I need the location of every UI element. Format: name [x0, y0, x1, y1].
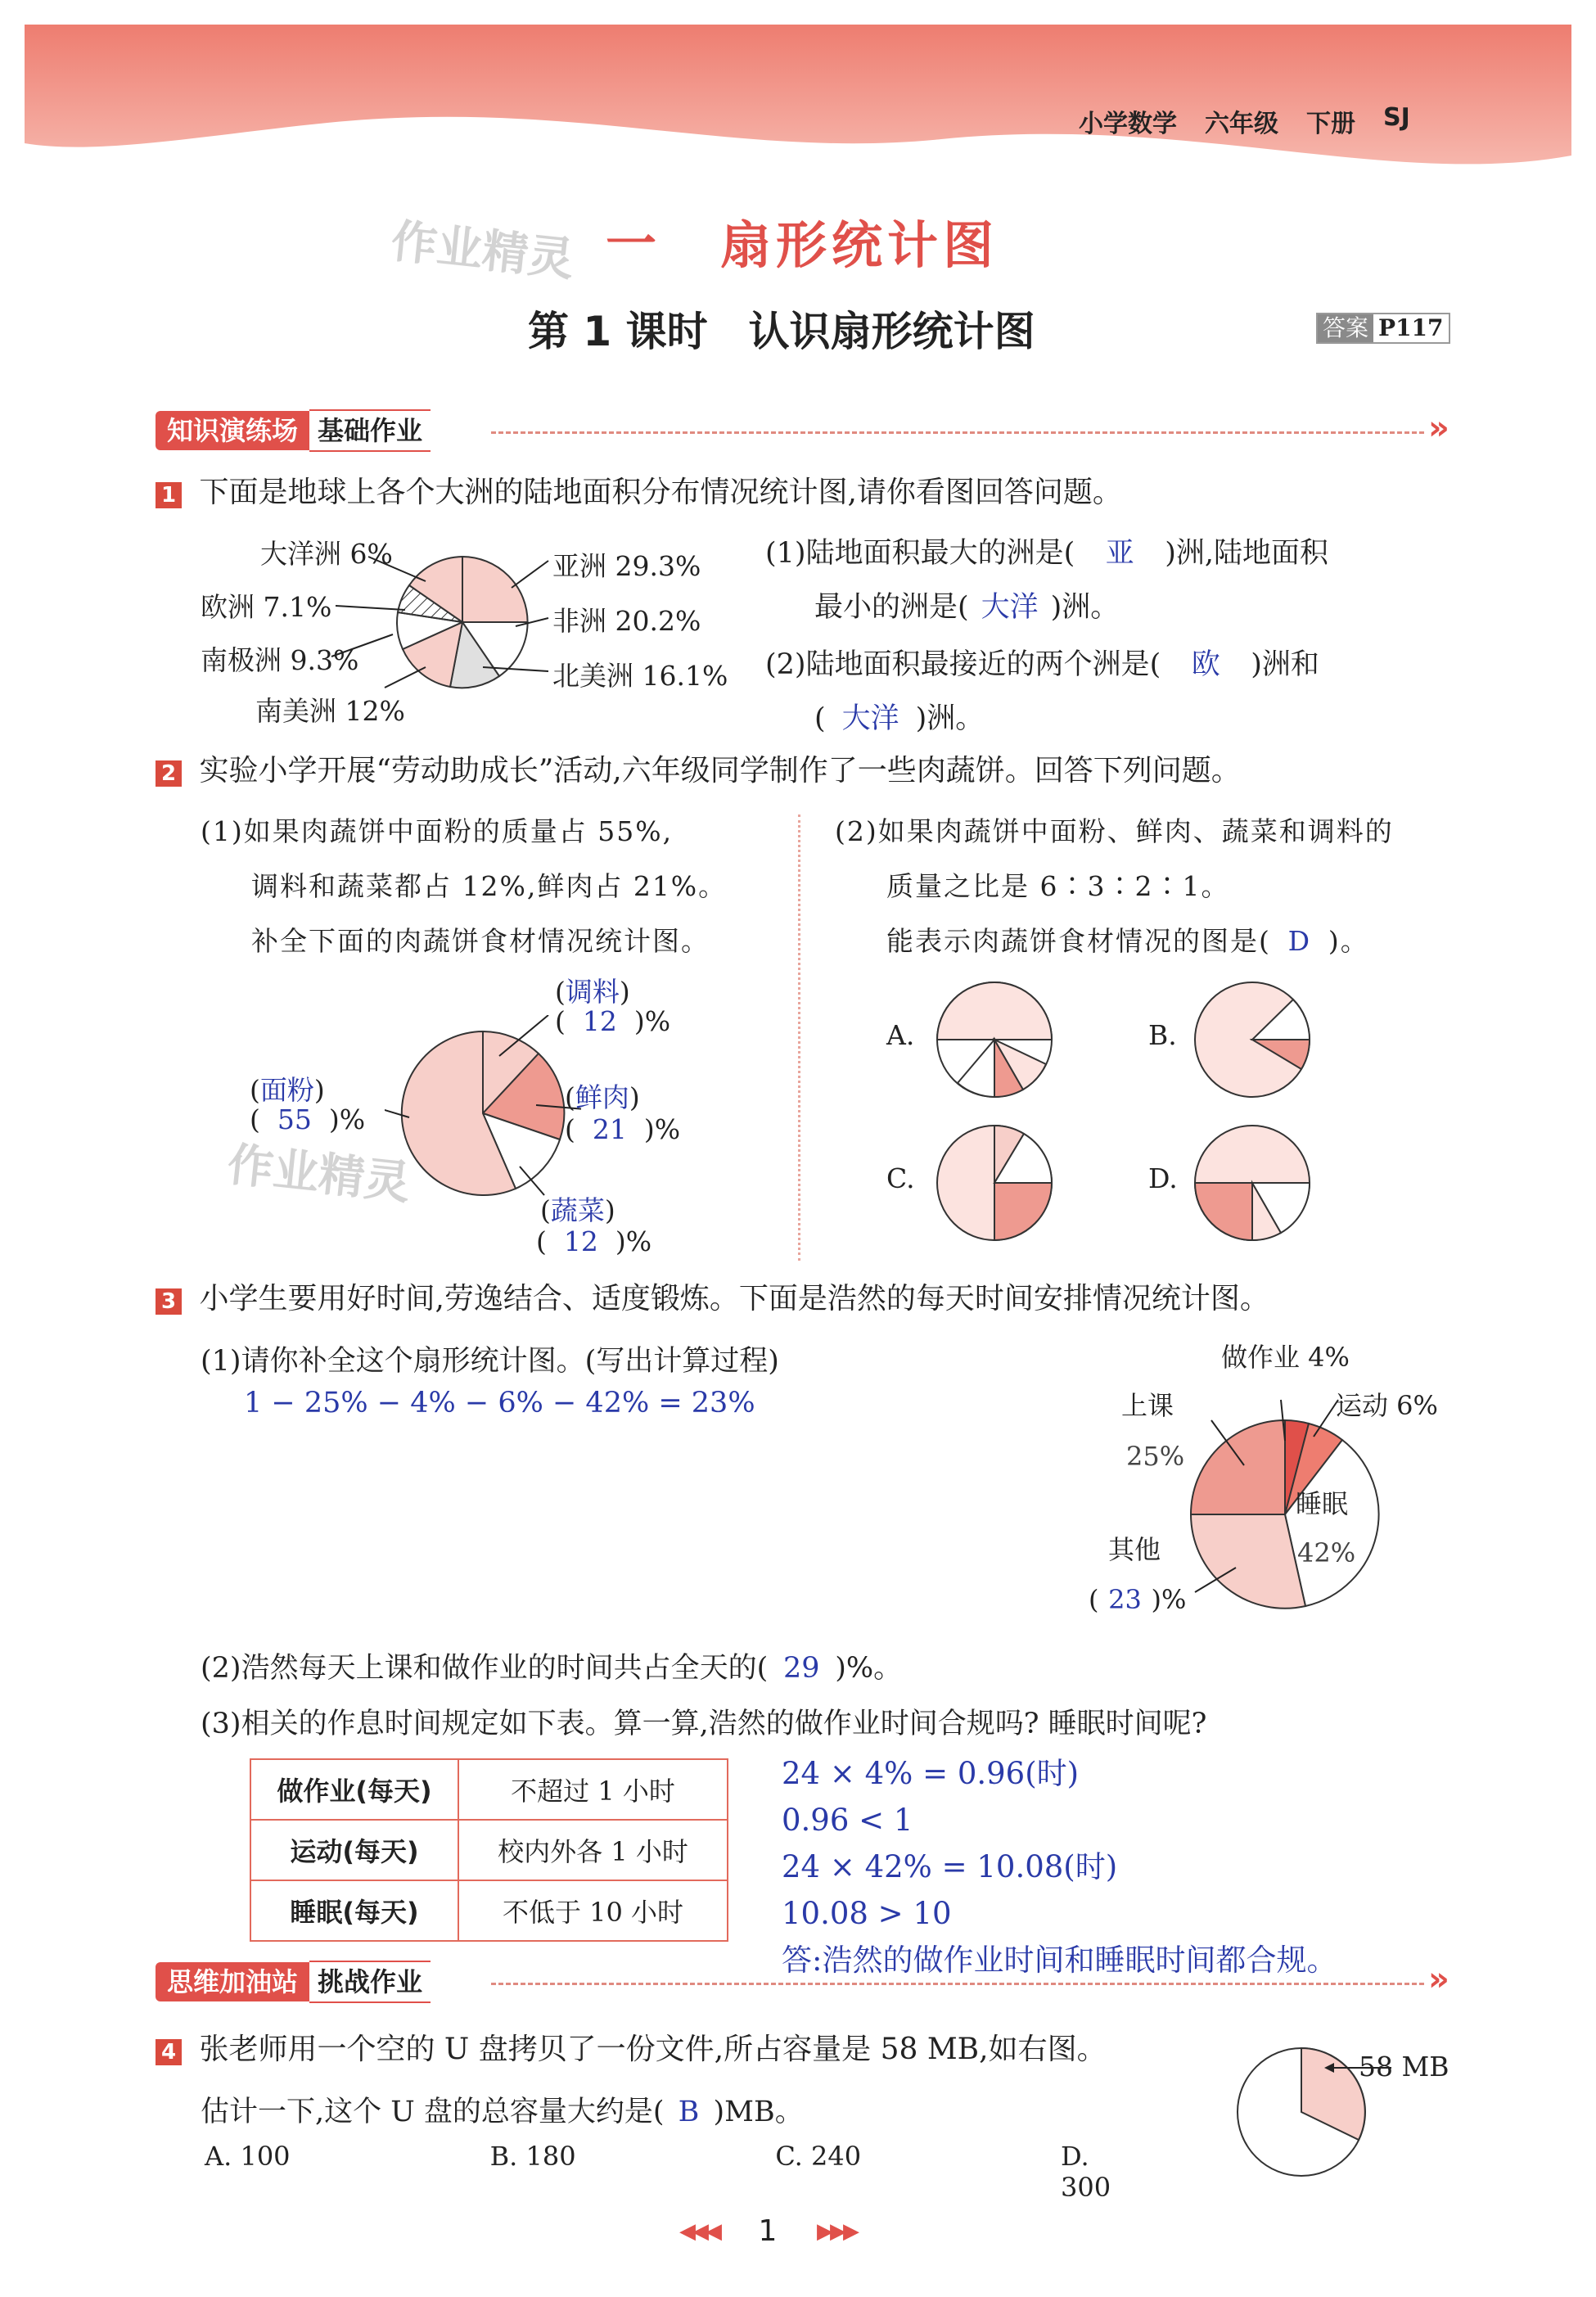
section-challenge [156, 1961, 431, 2003]
q4-answer: B [678, 2096, 700, 2128]
q3-other-pct-answer: 23 [1108, 1584, 1142, 1615]
section-tag: 知识演练场 [156, 411, 309, 450]
q1-part2-line2 [814, 696, 984, 737]
q4-text: 张老师用一个空的 U 盘拷贝了一份文件,所占容量是 58 MB,如右图。 [199, 2033, 1107, 2066]
section-tag: 思维加油站 [156, 1962, 309, 2001]
option-pie-d [1191, 1121, 1314, 1244]
q4-line1 [156, 2032, 1107, 2068]
q1-text: (1)陆地面积最大的洲是( [765, 537, 1075, 570]
header-term: 下册 [1306, 110, 1355, 138]
header-grade: 六年级 [1205, 110, 1278, 138]
q1-stem [156, 475, 1122, 511]
q2-veg-label: (蔬菜) [540, 1194, 615, 1226]
q2-ingredient-pie [385, 1015, 581, 1212]
q2-divider [798, 815, 800, 1261]
q2-text: 实验小学开展“劳动助成长”活动,六年级同学制作了一些肉蔬饼。回答下列问题。 [199, 754, 1241, 787]
section-basic [156, 409, 431, 452]
q1-part1-line2 [814, 584, 1119, 625]
slice-class [1191, 1420, 1285, 1514]
q2-stem [156, 753, 1241, 789]
q2-seasoning-answer: 调料 [565, 976, 620, 1008]
q1-text: )洲。 [915, 702, 985, 735]
label-asia: 亚洲 29.3% [552, 550, 701, 582]
table-cell: 不低于 10 小时 [458, 1880, 728, 1941]
next-arrows-icon: ▶▶▶ [817, 2218, 856, 2244]
paren-close: )% [1151, 1584, 1187, 1615]
label-other: 其他 [1108, 1534, 1161, 1565]
divider [491, 431, 1424, 434]
answer-ref [1316, 313, 1450, 344]
q1-answer-1: 亚 [1105, 537, 1134, 570]
option-label-c: C. [886, 1162, 915, 1194]
q2-veg-answer: 蔬菜 [550, 1194, 605, 1226]
header-subject: 小学数学 [1079, 110, 1177, 138]
paren-open: ( [1089, 1584, 1099, 1615]
q2-meat-label: (鲜肉) [565, 1081, 640, 1113]
q3-number: 3 [156, 1288, 182, 1315]
q2-seasoning-pct: ( 12 )% [555, 1005, 671, 1037]
q1-text: (2)陆地面积最接近的两个洲是( [765, 648, 1161, 681]
q2-number: 2 [156, 760, 182, 787]
q1-text: 下面是地球上各个大洲的陆地面积分布情况统计图,请你看图回答问题。 [199, 476, 1122, 509]
table-cell: 不超过 1 小时 [458, 1759, 728, 1820]
q3-text: (2)浩然每天上课和做作业的时间共占全天的( [201, 1652, 769, 1685]
q3-part1: (1)请你补全这个扇形统计图。(写出计算过程) [201, 1345, 779, 1378]
page-number: 1 [758, 2214, 778, 2248]
option-c: C. 240 [775, 2141, 862, 2172]
divider [491, 1983, 1424, 1985]
table-row [250, 1820, 728, 1880]
work-line: 10.08 > 10 [782, 1896, 952, 1931]
section-sub: 基础作业 [309, 409, 431, 452]
label-class: 上课 [1121, 1390, 1174, 1421]
table-cell: 校内外各 1 小时 [458, 1820, 728, 1880]
work-line: 答:浩然的做作业时间和睡眠时间都合规。 [782, 1943, 1337, 1978]
q2-meat-pct: ( 21 )% [565, 1113, 681, 1145]
table-row [250, 1759, 728, 1820]
q1-answer-4: 大洋 [841, 702, 899, 735]
q2-choice-answer: D [1287, 925, 1312, 957]
q3-calculation: 1 − 25% − 4% − 6% − 42% = 23% [244, 1387, 755, 1419]
q2-flour-answer: 面粉 [259, 1074, 314, 1106]
q2-p1-line3: 补全下面的肉蔬饼食材情况统计图。 [251, 925, 710, 957]
label-europe: 欧洲 7.1% [201, 591, 332, 623]
answer-page: P117 [1378, 314, 1444, 341]
lesson-title: 第 1 课时 认识扇形统计图 [528, 308, 1035, 355]
answer-label: 答案 [1318, 314, 1373, 342]
q2-flour-pct-answer: 55 [277, 1103, 312, 1135]
q2-p1-line2: 调料和蔬菜都占 12%,鲜肉占 21%。 [251, 870, 728, 902]
q1-text: )洲,陆地面积 [1165, 537, 1329, 570]
q3-time-pie [1162, 1392, 1408, 1637]
q3-text: 小学生要用好时间,劳逸结合、适度锻炼。下面是浩然的每天时间安排情况统计图。 [199, 1282, 1269, 1315]
q3-text: )%。 [835, 1652, 903, 1685]
q4-line2 [201, 2089, 804, 2130]
q1-text: )洲。 [1050, 591, 1120, 624]
q3-part3: (3)相关的作息时间规定如下表。算一算,浩然的做作业时间合规吗? 睡眠时间呢? [201, 1708, 1207, 1740]
option-pie-b [1191, 978, 1314, 1101]
watermark: 作业精灵 [388, 214, 577, 287]
q2-flour-label: (面粉) [250, 1074, 325, 1106]
option-b: B. 180 [489, 2141, 576, 2172]
label-sleep: 睡眠 [1296, 1488, 1349, 1519]
table-cell: 运动(每天) [250, 1820, 458, 1880]
q3-work [782, 1750, 1337, 1983]
section-sub: 挑战作业 [309, 1961, 431, 2003]
label-north-america: 北美洲 16.1% [552, 660, 728, 692]
label-class-pct: 25% [1126, 1441, 1185, 1472]
q2-p2-line1: (2)如果肉蔬饼中面粉、鲜肉、蔬菜和调料的 [835, 815, 1394, 847]
rule-table [250, 1758, 728, 1942]
table-row [250, 1880, 728, 1941]
q4-text: )MB。 [713, 2096, 804, 2128]
watermark: 作业精灵 [224, 1138, 413, 1211]
q2-p2-line3 [886, 920, 1369, 959]
q3-stem [156, 1281, 1269, 1317]
option-label-d: D. [1148, 1162, 1178, 1194]
table-cell: 做作业(每天) [250, 1759, 458, 1820]
label-sleep-pct: 42% [1297, 1537, 1356, 1568]
chevron-right-icon: » [1428, 409, 1449, 447]
header-edition: SJ [1383, 103, 1410, 132]
q2-p1-line1: (1)如果肉蔬饼中面粉的质量占 55%, [201, 815, 674, 847]
unit-number: 一 [606, 214, 660, 273]
q2-p2-line2: 质量之比是 6∶3∶2∶1。 [886, 870, 1230, 902]
option-pie-a [933, 978, 1056, 1101]
q1-number: 1 [156, 482, 182, 508]
q2-meat-answer: 鲜肉 [575, 1081, 629, 1113]
q2-veg-pct: ( 12 )% [536, 1225, 652, 1257]
q4-options [205, 2141, 1146, 2203]
label-south-america: 南美洲 12% [255, 695, 405, 727]
q4-pie-label: 58 MB [1359, 2051, 1449, 2083]
option-label-a: A. [886, 1019, 915, 1051]
q1-text: )洲和 [1251, 648, 1319, 681]
option-label-b: B. [1148, 1019, 1177, 1051]
q2-text: 能表示肉蔬饼食材情况的图是( [886, 925, 1271, 957]
label-oceania: 大洋洲 6% [260, 538, 393, 570]
q2-meat-pct-answer: 21 [592, 1113, 627, 1145]
q1-text: 最小的洲是( [814, 591, 969, 624]
label-homework: 做作业 4% [1221, 1342, 1350, 1373]
unit-title: 扇形统计图 [720, 215, 999, 275]
q1-text: ( [814, 702, 826, 735]
q1-answer-3: 欧 [1191, 648, 1220, 681]
label-sport: 运动 6% [1336, 1390, 1438, 1421]
q2-seasoning-pct-answer: 12 [582, 1005, 617, 1037]
option-d: D. 300 [1060, 2141, 1111, 2203]
work-line: 24 × 4% = 0.96(时) [782, 1756, 1080, 1791]
work-line: 24 × 42% = 10.08(时) [782, 1849, 1118, 1884]
q2-flour-pct: ( 55 )% [250, 1103, 366, 1135]
q1-part1-line1 [765, 530, 1328, 571]
q2-text: )。 [1328, 925, 1369, 957]
slice-other [1191, 1514, 1305, 1609]
q4-number: 4 [156, 2039, 182, 2065]
q4-text: 估计一下,这个 U 盘的总容量大约是( [201, 2096, 665, 2128]
label-antarctica: 南极洲 9.3% [201, 644, 359, 676]
q3-part2-answer: 29 [782, 1652, 820, 1685]
header-banner [0, 0, 1596, 205]
q3-part2 [201, 1645, 902, 1686]
option-pie-c [933, 1121, 1056, 1244]
label-other-pct [1089, 1584, 1186, 1615]
work-line: 0.96 < 1 [782, 1803, 913, 1838]
slice-asia [462, 557, 528, 622]
option-a: A. 100 [205, 2141, 291, 2172]
q1-answer-2: 大洋 [981, 591, 1039, 624]
prev-arrows-icon: ◀◀◀ [679, 2218, 719, 2244]
table-cell: 睡眠(每天) [250, 1880, 458, 1941]
label-africa: 非洲 20.2% [552, 605, 701, 637]
q4-usb-pie [1211, 2022, 1391, 2202]
q1-part2-line1 [765, 642, 1319, 683]
q2-veg-pct-answer: 12 [563, 1225, 598, 1257]
chevron-right-icon: » [1428, 1961, 1449, 1998]
q2-seasoning-label: (调料) [555, 976, 630, 1008]
header-info [1079, 103, 1410, 139]
footer-pager [679, 2214, 856, 2248]
